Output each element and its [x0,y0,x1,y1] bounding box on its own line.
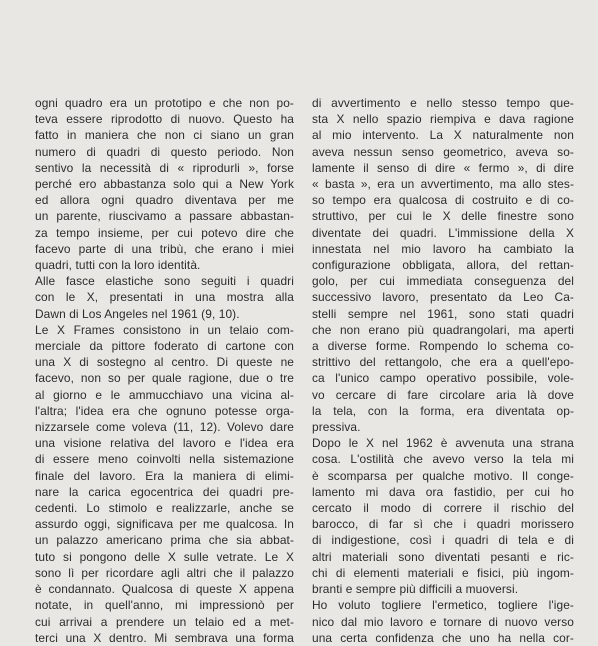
text-line: pressiva. [312,420,361,435]
text-line: una X di sostegno al centro. Di queste ne [35,355,294,370]
text-line: configurazione obbligata, allora, del rettan- [312,258,574,273]
text-line: facevo parte di una tribù, che erano i miei [35,241,294,256]
text-line: perché ero abbastanza solo qui a New York [35,177,294,192]
text-line: terci una X dentro. Mi sembrava una forma [35,630,294,645]
text-line: vo cercare di fare circolare aria là dove [312,387,574,402]
text-line: è scomparsa per qualche motivo. Il conge- [312,468,574,483]
text-line: un parente, riuscivamo a passare abbastan- [35,209,294,224]
text-line: so tempo era qualcosa di costruito e di co- [312,193,574,208]
text-line: Ho voluto togliere l'ermetico, togliere l'ige- [312,598,574,613]
text-line: branti e sempre più difficili a muoversi. [312,582,519,597]
text-line: una visione relativa del lavoro e l'idea era [35,436,294,451]
text-line: che non erano più quadrangolari, ma aperti [312,322,574,337]
text-line: aveva nessun senso geometrico, aveva so- [312,144,574,159]
text-line: ogni quadro era un prototipo e che non po- [35,96,294,110]
text-line: finale del lavoro. Era la maniera di elimi- [35,468,294,483]
text-line: za tempo insieme, per cui potevo dire che [35,225,294,240]
text-line: tevа essere riprodotto di nuovo. Questo ha [35,112,294,127]
text-line: « basta », era un avvertimento, ma allo stes- [312,177,574,192]
text-line: la tela, con la forma, era diventata op- [312,403,574,418]
text-line: struttivo, per cui le X delle finestre sono [312,209,574,224]
text-line: lamento mi dava ora fastidio, per cui ho [312,484,574,499]
text-line: Dopo le X nel 1962 è avvenuta una strana [312,436,574,451]
text-line: tuto si pongono delle X sulle vetrate. Le X [35,549,294,564]
text-line: cercato il modo di correre il rischio del [312,501,574,516]
text-line: fatto in maniera che non ci siano un gran [35,128,294,143]
text-line: è condannato. Qualcosa di queste X appena [35,582,294,597]
text-line: cosa. L'ostilità che avevo verso la tela mi [312,452,574,467]
text-line: chi di elementi materiali e fisici, più ingom- [312,565,574,580]
text-line: diventate dei quadri. L'immissione della X [312,225,574,240]
text-line: ca l'unico campo operativo possibile, vole- [312,371,574,386]
text-line: Le X Frames consistono in un telaio com- [35,322,294,337]
text-line: un palazzo americano prima che sia abbat- [35,533,294,548]
text-line: al mio intervento. La X naturalmente non [312,128,574,143]
text-line: merciale da pittore foderato di cartone con [35,339,294,354]
text-line: strittivo del rettangolo, che era a quell'epo- [312,355,574,370]
text-line: ed allora ogni quadro diventava per me [35,193,294,208]
text-line: a diverse forme. Rompendo lo schema co- [312,339,574,354]
text-line: cedenti. Lo stimolo e realizzarle, anche se [35,501,294,516]
text-line: l'altra; l'idea era che ognuno potesse orga- [35,403,294,418]
text-line: successivo lavoro, presentato da Leo Ca- [312,290,574,305]
text-line: barocco, di far sì che i quadri morissero [312,517,574,532]
text-column-right [312,95,574,646]
text-line: sono lì per ricordare agli altri che il palazzo [35,565,294,580]
text-line: golo, per cui immediata conseguenza del [312,274,574,289]
text-line: altri materiali sono diventati pesanti e ric- [312,549,574,564]
text-line: una certa confidenza che uno ha nella cor- [312,630,574,645]
text-line: di essere meno coinvolti nella sistemazione [35,452,294,467]
text-line: nico dal mio lavoro e tornare di nuovo verso [312,614,574,629]
text-line: sentivo la necessità di « riprodurli », forse [35,160,294,175]
text-line: facevo, non so per quale ragione, due o tre [35,371,294,386]
text-line: notate, in quell'anno, mi impressionò per [35,598,294,613]
text-line: lamente il senso di dire « fermo », di dire [312,160,574,175]
text-line: stelli sempre nel 1961, sono stati quadri [312,306,574,321]
text-line: cui arrivai a prendere un telaio ed a met- [35,614,294,629]
text-line: sta X nello spazio riempiva e dava ragione [312,112,574,127]
text-column-left [35,95,294,646]
text-line: assurdo oggi, significava per me qualcosa. In [35,517,294,532]
text-line: nizzarsele come voleva (11, 12). Volevo dare [35,420,294,435]
text-line: Dawn di Los Angeles nel 1961 (9, 10). [35,306,240,321]
text-line: di indigestione, così i quadri di tela e di [312,533,574,548]
text-line: numero di quadri di questo periodo. Non [35,144,294,159]
text-line: Alle fasce elastiche sono seguiti i quadri [35,274,294,289]
text-line: quadri, tutti con la loro identità. [35,258,201,273]
text-line: di avvertimento e nello stesso tempo que- [312,96,574,110]
text-line: al giorno e le ammucchiavo una vicina al- [35,387,294,402]
text-line: con le X, presentati in una mostra alla [35,290,294,305]
text-line: innestata nel mio lavoro ha cambiato la [312,241,574,256]
text-line: nare la carica egocentrica dei quadri pre- [35,484,294,499]
